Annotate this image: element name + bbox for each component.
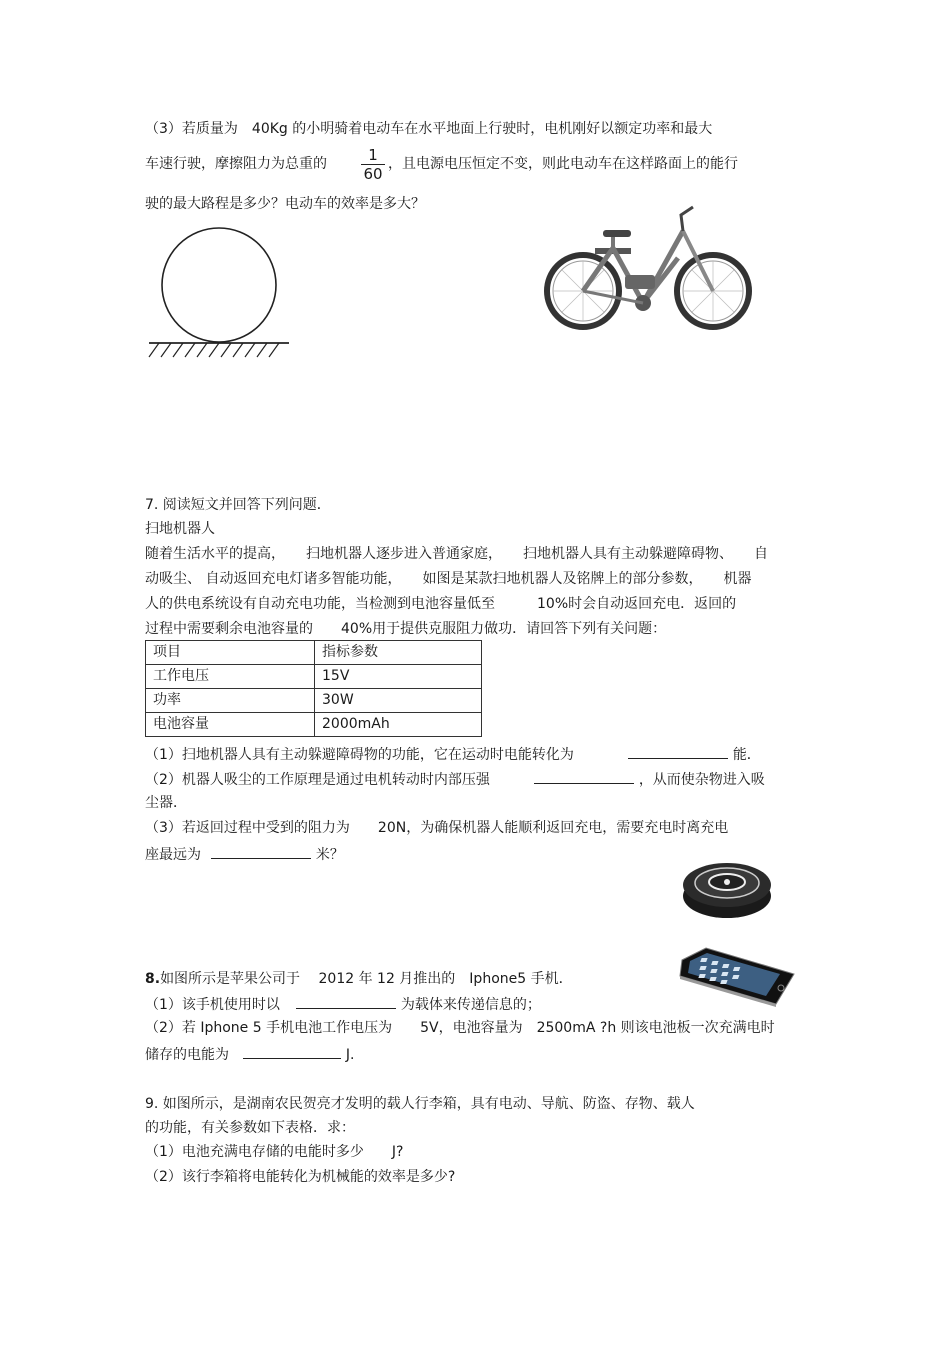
table-cell: 功率: [146, 689, 315, 713]
table-header-row: [146, 641, 482, 665]
q7-sub3-suffix: 米？: [315, 847, 344, 863]
q7-sub3-cont: [145, 844, 344, 864]
q8-number: 8.: [145, 971, 161, 987]
answer-blank[interactable]: [628, 744, 728, 759]
q7-paragraph-1: 随着生活水平的提高， 扫地机器人逐步进入普通家庭， 扫地机器人具有主动躲避障碍物、 自: [145, 546, 768, 562]
q6-line-2b: ，且电源电压恒定不变，则此电动车在这样路面上的能行: [388, 156, 738, 172]
q7-subtitle: 扫地机器人: [145, 521, 215, 537]
fraction-numerator: 1: [368, 146, 378, 164]
table-cell: 15V: [315, 665, 482, 689]
answer-blank[interactable]: [296, 994, 396, 1009]
table-row: [146, 665, 482, 689]
q8-sub2-cont: [145, 1044, 355, 1064]
q7-title: 7. 阅读短文并回答下列问题．: [145, 497, 331, 513]
q9-line-2: 的功能，有关参数如下表格．求：: [145, 1120, 355, 1136]
table-row: [146, 713, 482, 737]
q6-line-3: 驶的最大路程是多少？电动车的效率是多大？: [145, 196, 425, 212]
table-header-cell: 项目: [146, 641, 315, 665]
q7-sub1: [145, 744, 761, 764]
q7-sub3-text: 座最远为: [145, 847, 201, 863]
table-cell: 2000mAh: [315, 713, 482, 737]
table-row: [146, 689, 482, 713]
table-cell: 电池容量: [146, 713, 315, 737]
q8-sub1-suffix: 为载体来传递信息的；: [400, 997, 541, 1013]
spec-table: [145, 640, 482, 737]
q8-sub1-text: （1）该手机使用时以: [145, 997, 280, 1013]
answer-blank[interactable]: [211, 844, 311, 859]
q9-sub1: （1）电池充满电存储的电能时多少 J?: [145, 1144, 404, 1160]
q8-sub2-suffix: J.: [345, 1047, 355, 1063]
q7-sub3: （3）若返回过程中受到的阻力为 20N，为确保机器人能顺利返回充电，需要充电时离充电: [145, 820, 729, 836]
answer-blank[interactable]: [534, 769, 634, 784]
table-cell: 工作电压: [146, 665, 315, 689]
q8-sub2-text: 储存的电能为: [145, 1047, 229, 1063]
q8-sub2: （2）若 Iphone 5 手机电池工作电压为 5V，电池容量为 2500mA ?h 则该电池板一次充满电时: [145, 1020, 775, 1036]
q7-sub1-suffix: 能．: [732, 747, 761, 763]
iphone-icon: [676, 946, 798, 1008]
table-header-cell: 指标参数: [315, 641, 482, 665]
q7-paragraph-2: 动吸尘、 自动返回充电灯诸多智能功能， 如图是某款扫地机器人及铭牌上的部分参数， 机器: [145, 571, 752, 587]
electric-bicycle-icon: [543, 203, 753, 338]
q8-text: 如图所示是苹果公司于 2012 年 12 月推出的 Iphone5 手机．: [160, 971, 573, 987]
q7-sub1-text: （1）扫地机器人具有主动躲避障碍物的功能，它在运动时电能转化为: [145, 747, 574, 763]
table-cell: 30W: [315, 689, 482, 713]
q7-sub2: [145, 769, 765, 789]
q7-sub2-text: （2）机器人吸尘的工作原理是通过电机转动时内部压强: [145, 772, 490, 788]
answer-blank[interactable]: [243, 1044, 341, 1059]
q9-line-1: 9. 如图所示，是湖南农民贺亮才发明的载人行李箱，具有电动、导航、防盗、存物、载人: [145, 1096, 695, 1112]
q7-sub2-suffix: ，从而使杂物进入吸: [638, 772, 765, 788]
fraction-denominator: 60: [363, 165, 383, 183]
q6-line-2a: 车速行驶，摩擦阻力为总重的: [145, 156, 327, 172]
q6-line-1: （3）若质量为 40Kg 的小明骑着电动车在水平地面上行驶时，电机刚好以额定功率和最大: [145, 121, 713, 137]
q9-sub2: （2）该行李箱将电能转化为机械能的效率是多少?: [145, 1169, 456, 1185]
q7-sub2-cont: 尘器．: [145, 795, 187, 811]
q7-paragraph-4: 过程中需要剩余电池容量的 40%用于提供克服阻力做功．请回答下列有关问题：: [145, 621, 667, 637]
q8-sub1: [145, 994, 541, 1014]
wheel-on-ground-figure: [145, 225, 295, 365]
fraction: [360, 146, 386, 183]
robot-vacuum-icon: [680, 852, 775, 924]
q8-line-1: [145, 970, 573, 988]
q7-paragraph-3: 人的供电系统设有自动充电功能，当检测到电池容量低至 10%时会自动返回充电．返回的: [145, 596, 737, 612]
